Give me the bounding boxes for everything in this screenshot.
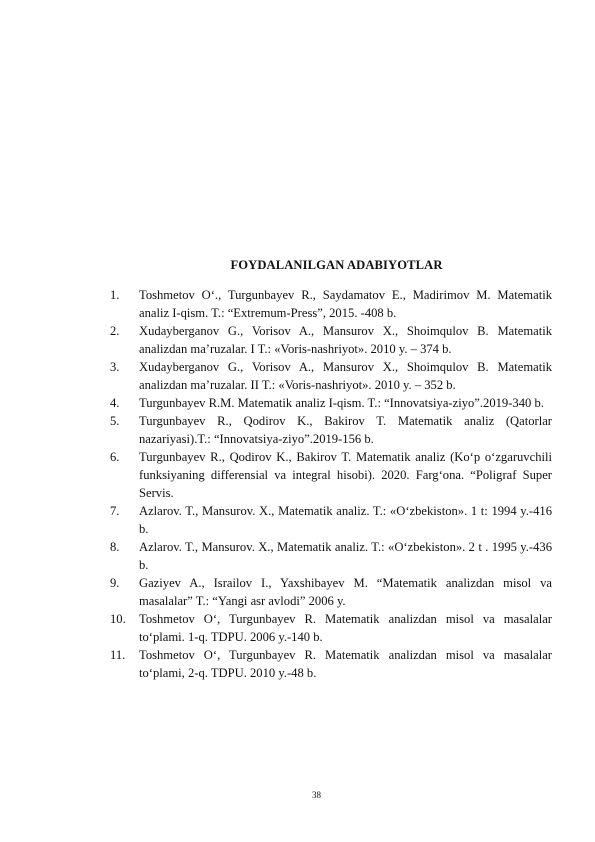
reference-text: Toshmetov O‘, Turgunbayev R. Matematik analizdan misol va masalalar to‘plami, 2-q. TDPU. 2010 y.-48 b. — [139, 648, 552, 680]
reference-text: Turgunbayev R.M. Matematik analiz I-qism. T.: “Innovatsiya-ziyo”.2019-340 b. — [139, 396, 544, 410]
reference-item — [110, 358, 552, 394]
reference-text: Toshmetov O‘., Turgunbayev R., Saydamatov E., Madirimov M. Matematik analiz I-qism. T.: “Extremum-Press”, 2015. -408 b. — [139, 288, 552, 320]
reference-text: Turgunbayev R., Qodirov K., Bakirov T. Matematik analiz (Ko‘p o‘zgaruvchili funksiyaning differensial va integral hisobi). 2020. Farg‘ona. “Poligraf Super Servis. — [139, 450, 552, 500]
reference-item — [110, 394, 552, 412]
reference-number: 11. — [110, 648, 126, 662]
reference-number: 6. — [110, 450, 120, 464]
reference-number: 9. — [110, 576, 120, 590]
reference-text: Azlarov. T., Mansurov. X., Matematik analiz. T.: «O‘zbekiston». 2 t . 1995 y.-436 b. — [139, 540, 552, 572]
reference-text: Xudayberganov G., Vorisov A., Mansurov X., Shoimqulov B. Matematik analizdan ma’ruzalar. I T.: «Voris-nashriyot». 2010 y. – 374 b. — [139, 324, 552, 356]
reference-number: 8. — [110, 540, 120, 554]
reference-item — [110, 412, 552, 448]
reference-text: Xudayberganov G., Vorisov A., Mansurov X., Shoimqulov B. Matematik analizdan ma’ruzalar. II T.: «Voris-nashriyot». 2010 y. – 352 b. — [139, 360, 552, 392]
reference-text: Turgunbayev R., Qodirov K., Bakirov T. Matematik analiz (Qatorlar nazariyasi).T.: “Innovatsiya-ziyo”.2019-156 b. — [139, 414, 552, 446]
reference-number: 7. — [110, 504, 120, 518]
reference-number: 10. — [110, 612, 126, 626]
reference-item — [110, 574, 552, 610]
reference-text: Gaziyev A., Israilov I., Yaxshibayev M. “Matematik analizdan misol va masalalar” T.: “Yangi asr avlodi” 2006 y. — [139, 576, 552, 608]
reference-number: 1. — [110, 288, 120, 302]
reference-item — [110, 646, 552, 682]
reference-text: Toshmetov O‘, Turgunbayev R. Matematik analizdan misol va masalalar to‘plami. 1-q. TDPU. 2006 y.-140 b. — [139, 612, 552, 644]
reference-item — [110, 322, 552, 358]
reference-number: 4. — [110, 396, 120, 410]
reference-list — [110, 286, 552, 682]
reference-number: 5. — [110, 414, 120, 428]
reference-text: Azlarov. T., Mansurov. X., Matematik analiz. T.: «O‘zbekiston». 1 t: 1994 y.-416 b. — [139, 504, 552, 536]
reference-item — [110, 448, 552, 502]
reference-item — [110, 502, 552, 538]
reference-number: 3. — [110, 360, 120, 374]
reference-number: 2. — [110, 324, 120, 338]
page-title: FOYDALANILGAN ADABIYOTLAR — [230, 258, 443, 272]
page-number: 38 — [312, 790, 321, 800]
reference-item — [110, 538, 552, 574]
reference-item — [110, 610, 552, 646]
reference-item — [110, 286, 552, 322]
